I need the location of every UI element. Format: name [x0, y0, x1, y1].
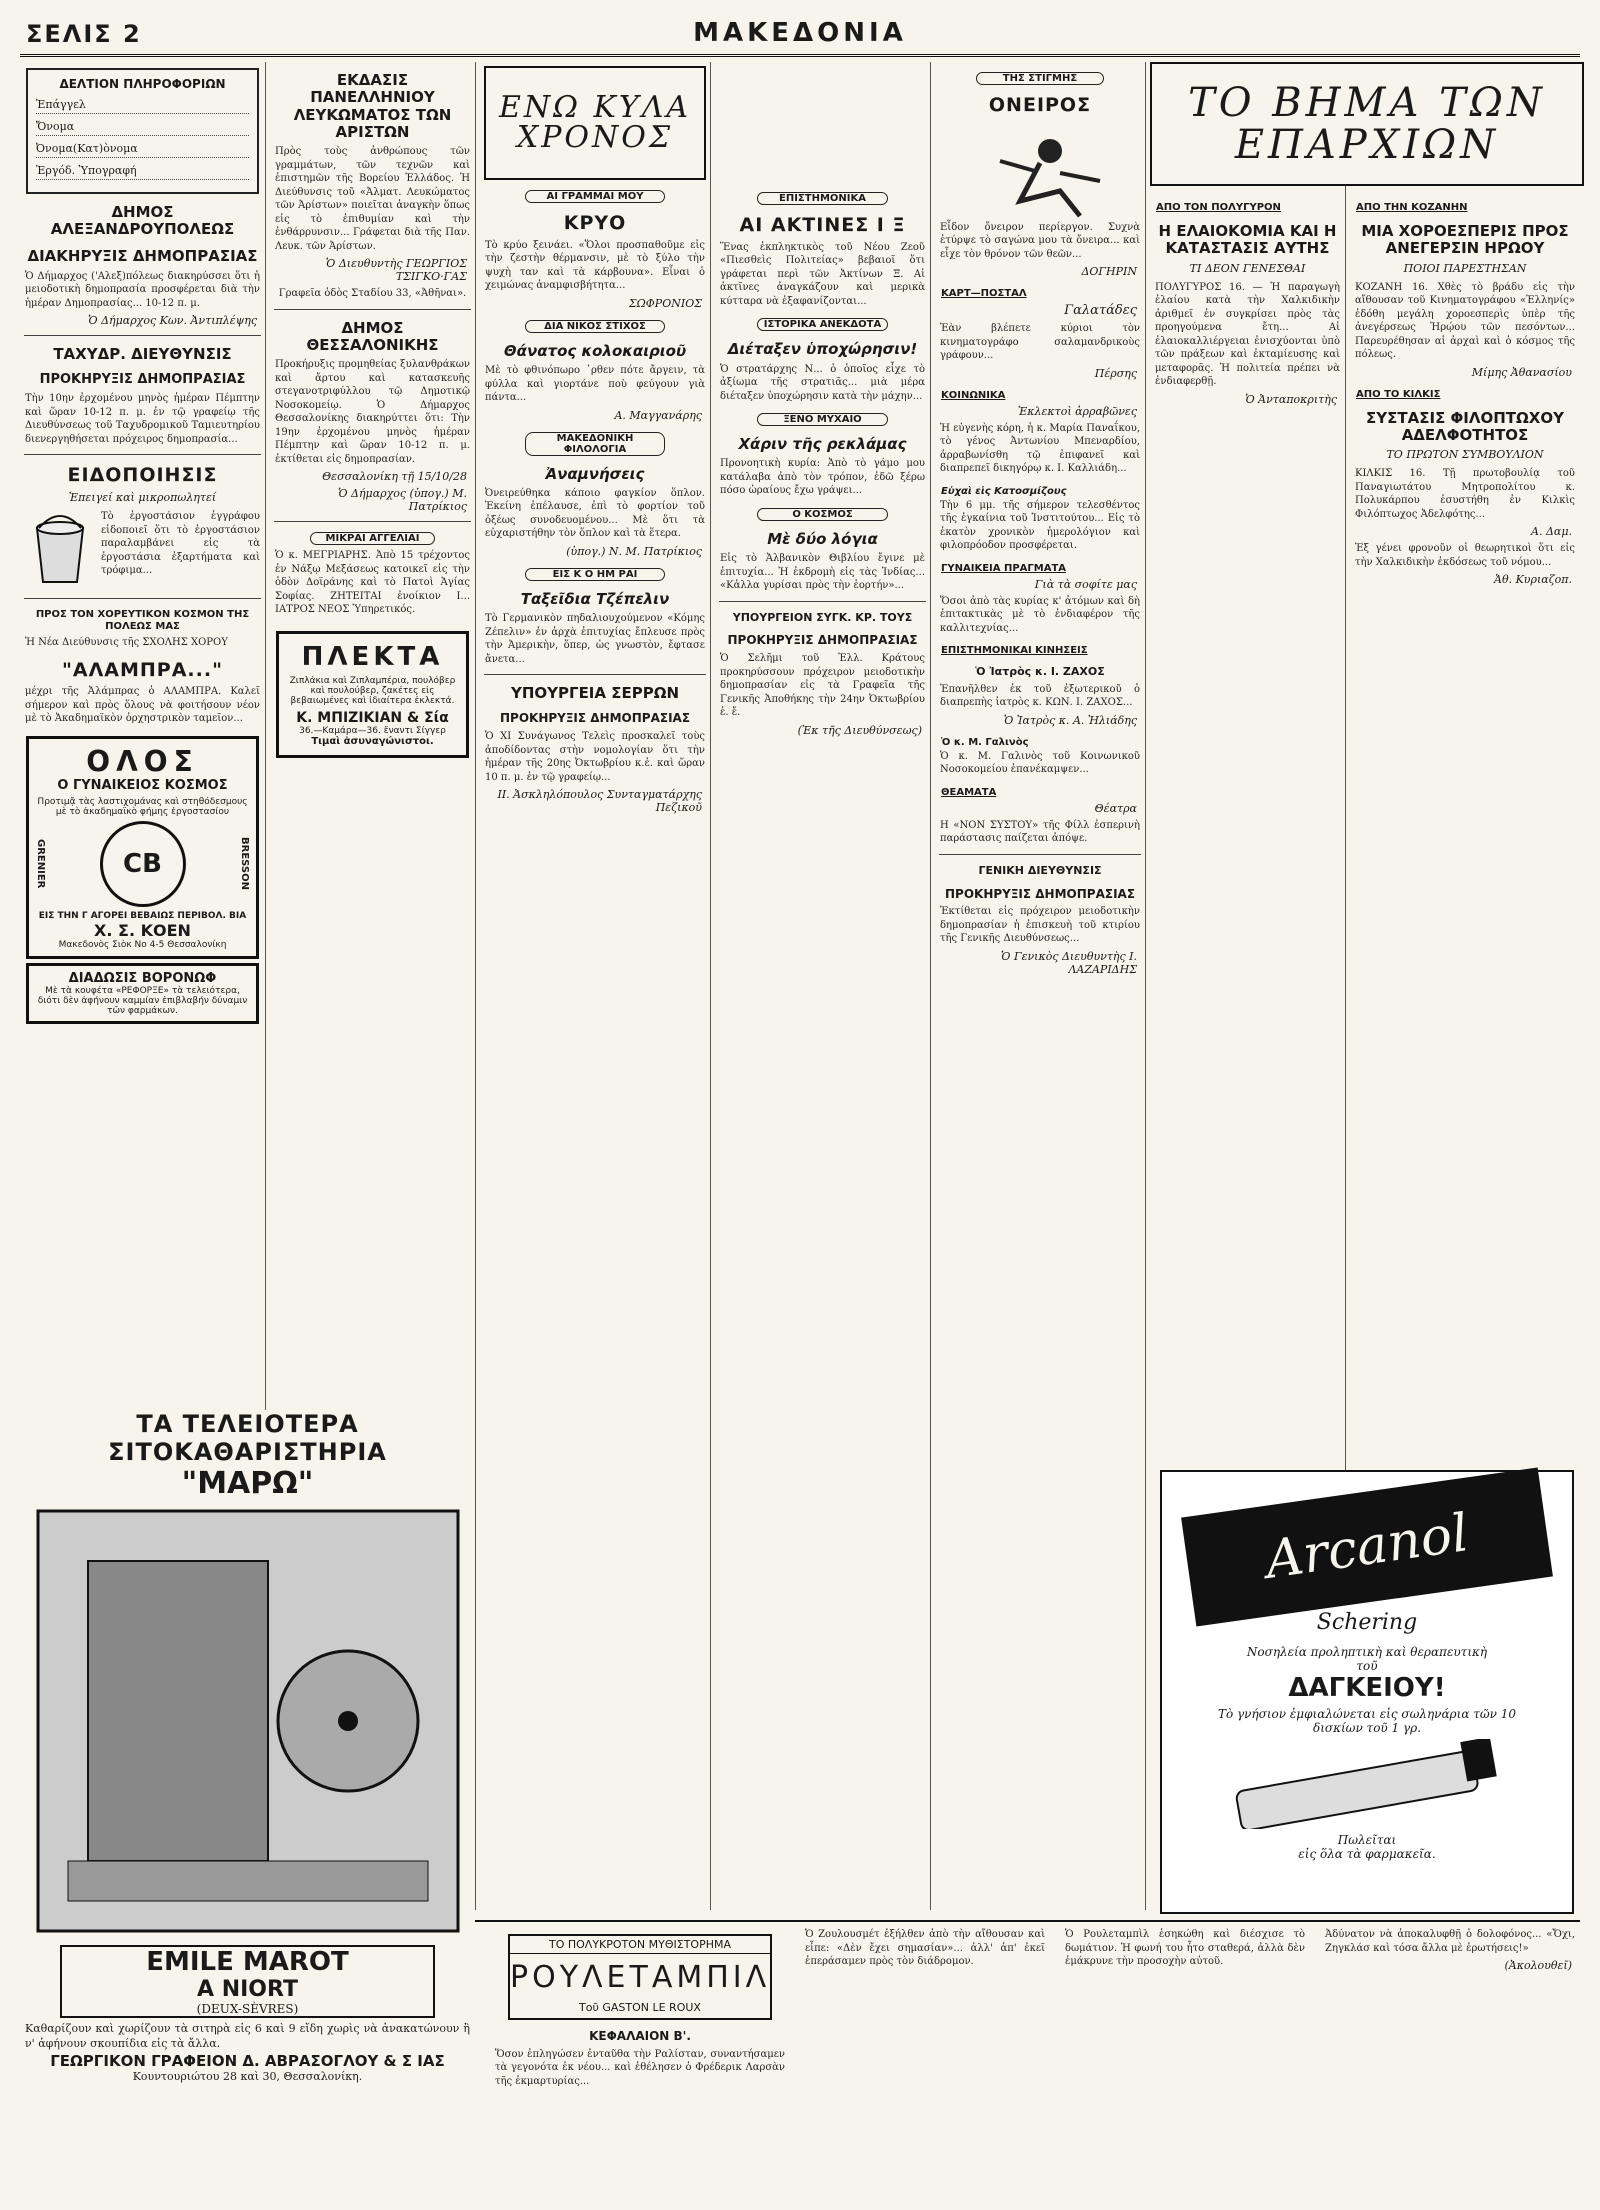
- signature: Α. Δαμ.: [1531, 525, 1572, 538]
- section-kicker: ΚΑΡΤ—ΠΟΣΤΑΛ: [941, 288, 1027, 300]
- headline: ΚΡΥΟ: [563, 212, 627, 234]
- article-text: Τὴν 10ην ἐρχομένου μηνὸς ἡμέραν Πέμπτην καὶ ὥραν 10-12 π. μ. ἐν τῷ γραφείῳ τῆς Διευθύνσεως τοῦ Ταχυδρομικοῦ Ταμιευτηρίου διενεργηθήσεται πρόχειρος δημοπρασία...: [25, 393, 260, 445]
- headline: ΟΝΕΙΡΟΣ: [988, 94, 1092, 116]
- section-kicker: Ὁ κ. Μ. Γαλινὸς: [941, 736, 1029, 748]
- notice-block: [25, 510, 260, 590]
- form-line: Ὀνομα(Κατ)ὸνομα: [36, 142, 249, 158]
- headline: Ἐκλεκτοὶ ἀρραβῶνες: [1017, 404, 1137, 418]
- form-line: Ὄνομα: [36, 120, 249, 136]
- headline: Γιὰ τὰ σοφίτε μας: [1034, 577, 1137, 591]
- serial-text: Ὁ Ζουλουσμέτ ἐξήλθεν ἀπὸ τὴν αἴθουσαν καὶ εἶπε: «Δὲν ἔχει σημασίαν»... ἀλλ' ἀπ' ἐκεῖ ἐπεράσαμεν πρὸς τὸν διάδρομον.: [805, 1929, 1045, 1967]
- arcanol-maker: Schering: [1316, 1610, 1418, 1635]
- headline: Διέταξεν ὑποχώρησιν!: [727, 340, 918, 359]
- article-text: Ἡ Νέα Διεύθυνσις τῆς ΣΧΟΛΗΣ ΧΟΡΟΥ: [25, 637, 228, 649]
- headline: ΠΡΟΚΗΡΥΞΙΣ ΔΗΜΟΠΡΑΣΙΑΣ: [499, 711, 691, 726]
- arcanol-headline: ΔΑΓΚΕΙΟΥ!: [1288, 1673, 1446, 1703]
- article-text: Ἐξ γένει φρονοῦν οἱ θεωρητικοὶ ὅτι εἰς τὴν Χαλκιδικὴν ἐκδόσεως τοῦ νόμου...: [1355, 543, 1575, 568]
- newspaper-name: ΜΑΚΕΔΟΝΙΑ: [693, 18, 907, 48]
- headline: ΥΠΟΥΡΓΕΙΑ ΣΕΡΡΩΝ: [510, 684, 680, 703]
- advert-agent: Χ. Σ. ΚΟΕΝ: [94, 920, 191, 940]
- headline: ΤΑΧΥΔΡ. ΔΙΕΥΘΥΝΣΙΣ: [53, 345, 232, 364]
- article-text: Ὁ Σελῆμι τοῦ Ἐλλ. Κράτους προκηρύσσουν πρόχειρον μειοδοτικὴν δημοπρασίαν εἰς τὰ Γραφεῖα τῆς Γενικῆς Ἀποθήκης τὴν 24ην Ὀκτωβρίου ἐ. ἔ.: [720, 653, 925, 719]
- article-text: Τὸ Γερμανικὸν πηδαλιουχούμενον «Κόμης Ζέπελιν» ἐν ἀρχὰ ἐπιτυχίας ἔπλευσε πρὸς τὴν Ἀμερικὴν, ὅπερ, ὡς γνωστὸν, ἔφτασε ἄνετα...: [485, 613, 705, 665]
- article-text: Ἡ εὐγενὴς κόρη, ἡ κ. Μαρία Παναΐκου, τὸ γένος Ἀντωνίου Μπεναρδίου, ἀρραβωνίσθη τῷ ἐπιφανεῖ καὶ διαπρεπεῖ δικηγόρῳ κ. Ι. Καλλιάδη...: [940, 422, 1140, 475]
- advert-text: τοῦ: [1356, 1659, 1378, 1673]
- form-title: ΔΕΛΤΙΟΝ ΠΛΗΡΟΦΟΡΙΩΝ: [59, 77, 226, 91]
- advert-text: Νοσηλεία προληπτικὴ καὶ θεραπευτικὴ: [1246, 1645, 1488, 1659]
- article-text: Ὁ Δήμαρχος ('Αλεξ)πόλεως διακηρύσσει ὅτι ἡ μειοδοτικὴ δημοπρασία προσφέρεται διὰ τὴν ἡμέραν Δημοπρασίας... 10-12 π. μ.: [25, 270, 260, 309]
- article-text: Πρὸς τοὺς ἀνθρώπους τῶν γραμμάτων, τῶν τεχνῶν καὶ ἐπιστημῶν τῆς Βορείου Ἑλλάδος. Ἡ Διεύθυνσις τοῦ «Ἀλματ. Λευκώματος τῶν Ἀρίστων» ποιεῖται ἀναγκὴν ὅπως εἰς τὸ ἐπιθυμίαν καὶ τὴν ἐνθάρρυνσιν... Γράφεται διὰ τῆς Παν. Λευκ. τῶν Ἀρίστων.: [275, 146, 470, 252]
- serial-title-box: [508, 1934, 772, 2020]
- section-label: ΞΕΝΟ ΜΥΧΑΙΟ: [757, 413, 888, 426]
- advert-text: Τὸ γνήσιον ἐμφιαλώνεται εἰς σωληνάρια τῶν 10 δισκίων τοῦ 1 γρ.: [1217, 1707, 1517, 1735]
- article-text: Προνοητικὴ κυρία: Ἀπὸ τὸ γάμο μου κατάλαβα ἀπὸ τὸν τρόπον, ἐδῶ ξέρω πόσο ὡραίους ἔχω γράψει...: [720, 458, 925, 497]
- headline: ΠΡΟΚΗΡΥΞΙΣ ΔΗΜΟΠΡΑΣΙΑΣ: [727, 633, 918, 648]
- serial-chapter: ΚΕΦΑΛΑΙΟΝ Β'.: [589, 2029, 691, 2043]
- section-kicker: ΑΠΟ ΤΟ ΚΙΛΚΙΣ: [1356, 388, 1441, 400]
- divider: [484, 674, 706, 675]
- subheadline: ΤΟ ΠΡΩΤΟΝ ΣΥΜΒΟΥΛΙΟΝ: [1386, 448, 1544, 461]
- article-text: ΚΟΖΑΝΗ 16. Χθὲς τὸ βράδυ εἰς τὴν αἴθουσαν τοῦ Κινηματογράφου «Ἐλληνίς» ἐδόθη μεγάλη χοροεσπερὶς ὑπὲρ τῆς ἀνεγέρσεως Ἡρῴου τῶν πεσόντων... Παρευρέθησαν αἱ ἀρχαὶ καὶ ὁ κόσμος τῆς πόλεως.: [1355, 281, 1575, 360]
- form-line: Ἐργόδ. Ὑπογραφή: [36, 164, 249, 180]
- advert-text: Καθαρίζουν καὶ χωρίζουν τὰ σιτηρὰ εἰς 6 καὶ 9 εἴδη χωρὶς νὰ ἀνακατώνουν ἢ ν' ἀφήνουν σκουπίδια εἰς τὰ ἄλλα.: [25, 2022, 470, 2050]
- article-text: Μὲ τὸ φθινόπωρο ᾽ρθεν πότε ἄργειν, τὰ φύλλα καὶ γιορτάνε ποὺ φεύγουν γιὰ πάντα...: [485, 365, 705, 404]
- signature: Ὁ Δήμαρχος Κων. Ἀντιπλέψης: [88, 314, 257, 328]
- advert-brand: EMILE MAROT: [146, 1947, 349, 1977]
- advert-region: (DEUX-SÈVRES): [196, 2002, 299, 2016]
- headline: ΕΙΔΟΠΟΙΗΣΙΣ: [67, 464, 218, 487]
- divider: [24, 335, 261, 336]
- divider: [24, 454, 261, 455]
- article-text: Ὁ κ. Μ. Γαλινὸς τοῦ Κοινωνικοῦ Νοσοκομείου ἐπανέκαμψεν...: [940, 750, 1140, 776]
- advert-voronoff: [26, 963, 259, 1024]
- address: Γραφεῖα ὁδὸς Σταδίου 33, «Ἀθῆναι».: [278, 288, 467, 299]
- column-4: [715, 62, 931, 1910]
- advert-knitwear: [276, 631, 469, 758]
- serial-column: [1060, 1928, 1310, 2192]
- headline: ΑΙ ΑΚΤΙΝΕΣ Ι Ξ: [739, 214, 906, 236]
- advert-city: A NIORT: [197, 1977, 298, 2002]
- headline: ΔΗΜΟΣ ΘΕΣΣΑΛΟΝΙΚΗΣ: [306, 318, 439, 354]
- form-line: Ἐπάγγελ: [36, 98, 249, 114]
- signature: Ὁ Γενικὸς Διευθυντὴς Ι. ΛΑΖΑΡΙΔΗΣ: [1001, 949, 1137, 976]
- headline: ΠΡΟΣ ΤΟΝ ΧΟΡΕΥΤΙΚΟΝ ΚΟΣΜΟΝ ΤΗΣ ΠΟΛΕΩΣ ΜΑΣ: [35, 609, 250, 632]
- article-text: Τὸ κρύο ξεινάει. «Ὅλοι προσπαθοῦμε εἰς τὴν ζεστὴν θέρμανσιν, μὲ τὸ ξύλο τὴν ψυχὴ ταν καὶ τὰ κάρβουνα». Εἶναι ὁ χειμώνας ἀναμφισβήτητα...: [485, 239, 705, 292]
- headline: ΠΡΟΚΗΡΥΞΙΣ ΔΗΜΟΠΡΑΣΙΑΣ: [39, 372, 246, 388]
- article-text: Ὁ κ. ΜΕΓΡΙΑΡΗΣ. Ἀπὸ 15 τρέχοντος ἐν Νάξῳ Μεξάσεως κατοικεῖ εἰς τὴν ὁδὸν Δοϊράνης καὶ τὸ Πατοὶ Ἁγίας Σοφίας. ΖΗΤΕΙΤΑΙ ἐνοίκιον Ι... ΙΑΤΡΟΣ ΝΕΟΣ Ὑπηρετικός.: [275, 550, 470, 615]
- section-kicker: ΑΠΟ ΤΟΝ ΠΟΛΥΓΥΡΟΝ: [1156, 202, 1281, 213]
- section-kicker: ΚΟΙΝΩΝΙΚΑ: [941, 389, 1006, 401]
- signature: ΔΟΓΗΡΙΝ: [1081, 265, 1137, 279]
- headline: ΥΠΟΥΡΓΕΙΟΝ ΣΥΓΚ. ΚΡ. ΤΟΥΣ: [732, 610, 913, 624]
- advert-agent: ΓΕΩΡΓΙΚΟΝ ΓΡΑΦΕΙΟΝ Δ. ΑΒΡΑΣΟΓΛΟΥ & Σ ΙΑΣ: [50, 2051, 445, 2070]
- advert-title: ΟΛΟΣ: [86, 744, 199, 778]
- masthead: [20, 14, 1580, 57]
- article-text: Η «ΝΟΝ ΣΥΣΤΟΥ» τῆς Φίλλ ἐσπερινὴ παράστασις παίζεται ἀπόψε.: [940, 819, 1140, 845]
- info-form: [26, 68, 259, 194]
- serial-header: [490, 1928, 790, 2192]
- advert-title: ΤΑ ΤΕΛΕΙΟΤΕΡΑ ΣΙΤΟΚΑΘΑΡΙΣΤΗΡΙΑ: [108, 1410, 387, 1466]
- serial-continued: (Ἀκολουθεῖ): [1504, 1959, 1572, 1972]
- divider: [274, 309, 471, 310]
- headline: Ὁ Ἰατρὸς κ. Ι. ΖΑΧΟΣ: [975, 665, 1105, 679]
- provinces-banner: ΤΟ ΒΗΜΑ ΤΩΝ ΕΠΑΡΧΙΩΝ: [1150, 62, 1584, 186]
- article-text: ΚΙΛΚΙΣ 16. Τῇ πρωτοβουλίᾳ τοῦ Παναγιωτάτου Μητροπολίτου κ. Πολυκάρπου ἐσυστήθη ἐν Κιλκὶς Φιλόπτωχος Ἀδελφότης...: [1355, 468, 1575, 520]
- section-kicker: ΑΠΟ ΤΗΝ ΚΟΖΑΝΗΝ: [1356, 202, 1468, 213]
- section-label: ΕΙΣ Κ Ο ΗΜ ΡΑΙ: [525, 568, 665, 581]
- signature: Ἀθ. Κυριαζοπ.: [1494, 573, 1572, 586]
- headline: Ταξεῖδια Τζέπελιν: [520, 589, 670, 608]
- machine-illustration: [28, 1501, 468, 1941]
- article-text: Ὁ στρατάρχης Ν... ὁ ὁποῖος εἶχε τὸ ἀξίωμα τῆς στρατιᾶς... μιὰ μέρα διέταξεν ὑποχώρησιν κατὰ τὴν μάχην...: [720, 363, 925, 402]
- article-text: ΠΟΛΥΓΥΡΟΣ 16. — Ἡ παραγωγὴ ἐλαίου κατὰ τὴν Χαλκιδικὴν ἀριθμεῖ ἐν συγκρίσει πρὸς τὰς προηγούμενα ἔτη... Αἱ ἐλαιοκαλλιέργειαι ἐνισχύονται ὑπὸ τῶν πράξεων καὶ ἐκταμίευσης καὶ μεταφορᾶς. Ἡ πολιτεία πρέπει νὰ ἐνδιαφερθῇ.: [1155, 281, 1340, 387]
- advert-subtitle: Ο ΓΥΝΑΙΚΕΙΟΣ ΚΟΣΜΟΣ: [57, 777, 228, 793]
- page-number: ΣΕΛΙΣ 2: [26, 20, 142, 48]
- headline: ΔΙΑΚΗΡΥΞΙΣ ΔΗΜΟΠΡΑΣΙΑΣ: [27, 247, 258, 266]
- signature: Ὁ Δήμαρχος (ὑπογ.) Μ. Πατρίκιος: [338, 487, 467, 513]
- advert-name: "ΜΑΡΩ": [181, 1466, 314, 1501]
- section-label: Ο ΚΟΣΜΟΣ: [757, 508, 888, 521]
- signature: Ὁ Διευθυντὴς ΓΕΩΡΓΙΟΣ ΤΣΙΓΚΟ·ΓΑΣ: [325, 257, 467, 283]
- bucket-illustration: [25, 510, 95, 590]
- headline: Γαλατάδες: [1064, 303, 1137, 319]
- headline: ΜΙΑ ΧΟΡΟΕΣΠΕΡΙΣ ΠΡΟΣ ΑΝΕΓΕΡΣΙΝ ΗΡΩΟΥ: [1361, 222, 1569, 258]
- advert-agent: Κ. ΜΠΙΖΙΚΙΑΝ & Σία: [296, 709, 449, 726]
- advert-address: 36.—Καμάρα—36. ἔναντι Σίγγερ: [299, 725, 446, 736]
- section-label: ΤΗΣ ΣΤΙΓΜΗΣ: [976, 72, 1104, 85]
- subheadline: Ἐπειγεί καὶ μικροπωλητεί: [68, 491, 217, 505]
- brand-logo: CB: [100, 821, 186, 907]
- section-label: ΑΙ ΓΡΑΜΜΑΙ ΜΟΥ: [525, 190, 665, 203]
- article-text: Ὀνειρεύθηκα κάποιο φαγκίον ὅπλον. Ἐκείνη ἐπέλαυσε, ἐπὶ τὸ φορτίον τοῦ ὀξέως συνοδευομένου... Μὲ ὅτι τὰ εὐχαριστήθην τὸν ὅπλον καὶ τὰ ἕτερα.: [485, 487, 705, 540]
- signature: Πέρσης: [1094, 366, 1137, 380]
- section-kicker: Εὐχαὶ εἰς Κατοσμίζους: [941, 485, 1067, 497]
- headline: Θάνατος κολοκαιριοῦ: [503, 341, 687, 360]
- section-label: ΙΣΤΟΡΙΚΑ ΑΝΕΚΔΟΤΑ: [757, 318, 888, 331]
- signature: Μίμης Ἀθανασίου: [1471, 365, 1572, 379]
- headline: Μὲ δύο λόγια: [767, 529, 878, 548]
- headline: ΓΕΝΙΚΗ ΔΙΕΥΘΥΝΣΙΣ: [978, 863, 1102, 877]
- section-kicker: ΘΕΑΜΑΤΑ: [941, 786, 997, 798]
- advert-text: ΕΙΣ ΤΗΝ Γ ΑΓΟΡΕΙ ΒΕΒΑΙΩΣ ΠΕΡΙΒΟΛ. ΒΙΑ: [38, 910, 247, 921]
- signature: Ὁ Ἰατρὸς κ. Α. Ἠλιάδης: [1003, 713, 1137, 727]
- section-label: ΜΙΚΡΑΙ ΑΓΓΕΛΙΑΙ: [310, 532, 435, 545]
- brand-left: GRENIER: [35, 839, 46, 889]
- article-text: Τὸ ἐργοστάσιον ἐγγράφου εἰδοποιεῖ ὅτι τὸ ἐργοστάσιον παραλαμβάνει εἰς τὰ ἐργοστάσια ἐξαρτήματα καὶ τρόφιμα...: [101, 511, 260, 577]
- divider: [274, 521, 471, 522]
- advert-title: ΠΛΕΚΤΑ: [301, 641, 444, 672]
- signature: ΣΩΦΡΟΝΙΟΣ: [628, 296, 702, 310]
- serial-text: Ὅσον ἐπληγώσεν ἐνταῦθα τὴν Ραλίσταν, συναντήσαμεν τὰ γεγονότα ἐκ νέου... καὶ ἐθέλησεν ὁ Φρέδερικ Λαρσὰν τῆς ἐκμαρτυρίας...: [495, 2048, 785, 2087]
- dateline: Θεσσαλονίκη τῇ 15/10/28: [322, 470, 467, 483]
- serial-kicker: ΤΟ ΠΟΛΥΚΡΟΤΟΝ ΜΥΘΙΣΤΟΡΗΜΑ: [510, 1936, 770, 1954]
- article-text: Εἶδον ὄνειρον περίεργον. Συχνὰ ἐτύρψε τὸ σαγώνα μου τὰ ὄνειρα... καὶ εἶχε τὸν θρόνον τῶν θεῶν...: [940, 221, 1140, 260]
- article-text: Τὴν 6 μμ. τῆς σήμερον τελεσθέντος τῆς ἐγκαίνια τοῦ Ἰνστιτούτου... Εἰς τὸ ἑκατὸν χρονικὸν ἡμερολόγιον καὶ φιλοπρόοδον προσφέρεται.: [940, 499, 1140, 552]
- serial-column: [1320, 1928, 1580, 2192]
- subheadline: ΤΙ ΔΕΟΝ ΓΕΝΕΣΘΑΙ: [1189, 261, 1306, 275]
- advert-corsets: [26, 736, 259, 959]
- divider: [24, 598, 261, 599]
- column-5: [935, 62, 1146, 1910]
- advert-text: Ζιπλάκια καὶ Ζιπλαμπέρια, πουλόβερ καὶ πουλούβερ, ζακέτες εἰς βεβαιωμένες καὶ ἰδιαίτερα ἐκλεκτά.: [289, 675, 456, 706]
- headline: ΔΗΜΟΣ ΑΛΕΞΑΝΔΡΟΥΠΟΛΕΩΣ: [50, 202, 235, 239]
- signature: Α. Μαγγανάρης: [614, 408, 702, 422]
- headline: Η ΕΛΑΙΟΚΟΜΙΑ ΚΑΙ Η ΚΑΤΑΣΤΑΣΙΣ ΑΥΤΗΣ: [1158, 222, 1337, 258]
- advert-title: ΔΙΑΔΩΣΙΣ ΒΟΡΟΝΩΦ: [68, 970, 217, 986]
- divider: [719, 601, 926, 602]
- article-text: Εἰς τὸ Ἀλβανικὸν Θιβλίου ἔγινε μὲ ἐπιτυχία... Ἡ ἐκδρομὴ εἰς τὰς Ἰνδίας... «Κἀλλα γυρίσαι πρὸς τὴν ἑορτήν»...: [720, 553, 925, 592]
- section-label: ΜΑΚΕΔΟΝΙΚΗ ΦΙΛΟΛΟΓΙΑ: [525, 432, 665, 456]
- headline: "ΑΛΑΜΠΡΑ...": [61, 658, 223, 681]
- article-text: Ὁ ΧΙ Συνάγωνος Τελεὶς προσκαλεῖ τοὺς ἀποδίδοντας στὴν νομολογίαν ὅτι τὴν ἡμέραν τῆς 20ης Ὀκτωβρίου κ.ἐ. καὶ ὥραν 10 π. μ. ἐν τῷ γραφείῳ...: [485, 731, 705, 783]
- divider: [939, 854, 1141, 855]
- subheadline: ΠΟΙΟΙ ΠΑΡΕΣΤΗΣΑΝ: [1403, 261, 1527, 275]
- advert-text: Πωλεῖται: [1337, 1833, 1397, 1847]
- advert-text: Προτιμᾷ τὰς λαστιχομάνας καὶ στηθόδεσμους μὲ τὸ ἀκαδημαϊκὸ φήμης ἐργοστασίου: [37, 796, 248, 817]
- serial-author: Τοῦ GASTON LE ROUX: [579, 2001, 701, 2014]
- signature: ΙΙ. Ἀσκληλόπουλος Συνταγματάρχης Πεζικοῦ: [497, 788, 702, 815]
- section-kicker: ΕΠΙΣΤΗΜΟΝΙΚΑΙ ΚΙΝΗΣΕΙΣ: [941, 645, 1088, 657]
- headline: ΕΚΔΑΣΙΣ ΠΑΝΕΛΛΗΝΙΟΥ ΛΕΥΚΩΜΑΤΟΣ ΤΩΝ ΑΡΙΣΤΩΝ: [293, 71, 452, 141]
- arcanol-brand: Arcanol: [1181, 1467, 1553, 1626]
- serial-text: Ὁ Ρουλεταμπὶλ ἐσηκώθη καὶ διέσχισε τὸ δωμάτιον. Ἡ φωνή του ἦτο σταθερά, ἀλλὰ δὲν ἐμάκρυνε τὴν προσοχὴν αὐτοῦ.: [1065, 1929, 1305, 1967]
- headline: ΠΡΟΚΗΡΥΞΙΣ ΔΗΜΟΠΡΑΣΙΑΣ: [944, 886, 1136, 901]
- advert-text: εἰς ὅλα τὰ φαρμακεῖα.: [1298, 1847, 1436, 1861]
- signature: (ὑπογ.) Ν. Μ. Πατρίκιος: [566, 544, 702, 558]
- advert-address: Κουντουριώτου 28 καὶ 30, Θεσσαλονίκη.: [132, 2069, 363, 2083]
- section-label: ΕΠΙΣΤΗΜΟΝΙΚΑ: [757, 192, 888, 205]
- serial-text: Ἀδύνατον νὰ ἀποκαλυφθῇ ὁ δολοφόνος... «Ὄχι, Ζηγκλάσ καὶ τόσα ἄλλα μὲ ἐρωτήσεις!»: [1325, 1929, 1575, 1954]
- article-text: Ἐκτίθεται εἰς πρόχειρον μειοδοτικὴν δημοπρασίαν ἡ ἐπισκευὴ τοῦ κτιρίου τῆς Γενικῆς Διευθύνσεως...: [940, 906, 1140, 945]
- headline: Ἀναμνήσεις: [545, 464, 645, 483]
- article-text: μέχρι τῆς Ἀλάμπρας ὁ ΑΛΑΜΠΡΑ. Καλεῖ σήμερον καὶ πρὸς ὅλους νὰ φοιτήσουν νέον μὲ τὸ Ἀκαδημαϊκὸν ὀρχηστρικὸν ταμεῖον...: [25, 686, 260, 725]
- signature: Ὁ Ἀνταποκριτὴς: [1245, 392, 1337, 406]
- section-label: ΔΙΑ ΝΙΚΟΣ ΣΤΙΧΟΣ: [525, 320, 665, 333]
- article-text: Ἕνας ἐκπληκτικὸς τοῦ Νέου Ζεοῦ «Πιεσθεὶς Πολιτείας» βεβαιοῖ ὅτι γράφεται περὶ τῶν Ἀκτίνων Ξ. Αἱ ἀκτῖνες ἀναγκάζουν καὶ μερικὰ κύτταρα νὰ ἐξαφανίζονται...: [720, 241, 925, 307]
- column-logo: ΕΝΩ ΚΥΛΑ ΧΡΟΝΟΣ: [484, 66, 706, 180]
- serial-title: ΡΟΥΛΕΤΑΜΠΙΛ: [510, 1960, 771, 1995]
- article-text: Προκήρυξις προμηθείας ξυλανθράκων καὶ ἄρτου καὶ κατασκευῆς στεγανοτριφύλλου τῷ Δημοτικῷ Νοσοκομείῳ. Ὁ Δήμαρχος Θεσσαλονίκης διακηρύττει ὅτι: Τὴν 19ην ἐρχομένου μηνὸς ἡμέραν Πέμπτην καὶ ὥραν 10-12 π. μ. ἐκτίθεται εἰς δημοπρασίαν.: [275, 359, 470, 465]
- article-text: Ἐπανῆλθεν ἐκ τοῦ ἐξωτερικοῦ ὁ διαπρεπὴς ἰατρὸς κ. ΚΩΝ. Ι. ΖΑΧΟΣ...: [940, 683, 1140, 709]
- article-text: Ἐὰν βλέπετε κύριοι τὸν κινηματογράφο σαλαμανδρικοὺς γράφουν...: [940, 323, 1140, 362]
- section-kicker: ΓΥΝΑΙΚΕΙΑ ΠΡΑΓΜΑΤΑ: [941, 562, 1067, 574]
- serial-column: [800, 1928, 1050, 2192]
- signature: (Ἐκ τῆς Διευθύνσεως): [797, 723, 922, 737]
- dream-illustration: [940, 121, 1140, 221]
- headline: Χάριν τῆς ρεκλάμας: [738, 435, 907, 454]
- headline: ΣΥΣΤΑΣΙΣ ΦΙΛΟΠΤΩΧΟΥ ΑΔΕΛΦΟΤΗΤΟΣ: [1366, 408, 1564, 444]
- advert-foot: Τιμαὶ ἀσυναγώνιστοι.: [311, 735, 434, 747]
- article-text: Ὅσοι ἀπὸ τὰς κυρίας κ' ἀτόμων καὶ δὴ ἐπιτακτικὰς μὲ τὸ ἐνδιαφέρον τῆς καλλιτεχνίας...: [940, 595, 1140, 634]
- headline: Θέατρα: [1094, 801, 1137, 815]
- advert-marot: [20, 1410, 475, 2160]
- brand-right: BRESSON: [239, 837, 250, 891]
- tube-illustration: [1217, 1739, 1517, 1829]
- advert-arcanol: [1160, 1470, 1574, 1914]
- advert-text: Μὲ τὰ κουφέτα «ΡΕΦΟΡΞΕ» τὰ τελειότερα, διότι δὲν ἀφήνουν καμμίαν ἐπιβλαβήν δύναμιν τῶν φαρμάκων.: [37, 985, 248, 1016]
- advert-address: Μακεδονὸς Σιὸκ Νο 4-5 Θεσσαλονίκη: [58, 939, 227, 950]
- column-3: [480, 62, 711, 1910]
